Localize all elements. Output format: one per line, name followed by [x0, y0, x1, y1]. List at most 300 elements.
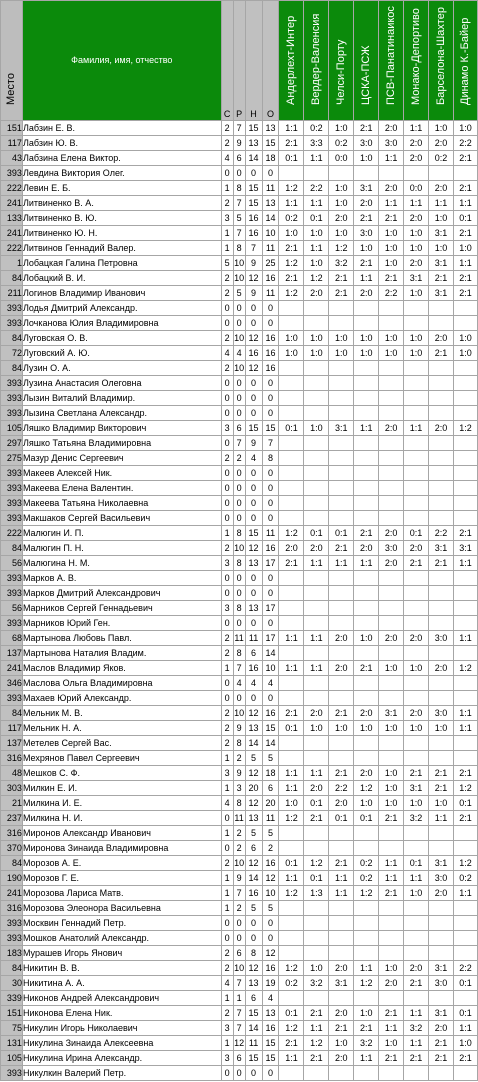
c-cell: 0 — [221, 391, 233, 406]
result-cell: 0:1 — [279, 421, 304, 436]
c-cell: 2 — [221, 721, 233, 736]
o-cell: 11 — [262, 241, 279, 256]
result-cell — [453, 931, 477, 946]
c-cell: 0 — [221, 166, 233, 181]
result-cell: 1:0 — [354, 796, 379, 811]
result-cell — [279, 1066, 304, 1081]
c-cell: 4 — [221, 151, 233, 166]
header-match: ПСВ-Панатинаикос — [379, 1, 404, 121]
result-cell — [379, 901, 404, 916]
table-row — [1, 1021, 478, 1036]
result-cell: 1:2 — [354, 976, 379, 991]
table-row — [1, 466, 478, 481]
result-cell — [279, 466, 304, 481]
c-cell: 0 — [221, 316, 233, 331]
p-cell: 0 — [233, 496, 245, 511]
result-cell — [379, 316, 404, 331]
result-cell: 2:1 — [354, 121, 379, 136]
n-cell: 12 — [245, 796, 262, 811]
result-cell: 1:0 — [304, 226, 329, 241]
n-cell: 11 — [245, 1036, 262, 1051]
result-cell — [404, 676, 429, 691]
result-cell: 1:0 — [329, 226, 354, 241]
result-cell: 1:2 — [329, 241, 354, 256]
name-cell: Милкина И. Е. — [22, 796, 221, 811]
result-cell: 2:0 — [329, 631, 354, 646]
result-cell — [404, 586, 429, 601]
name-cell: Мельник М. В. — [22, 706, 221, 721]
result-cell: 1:0 — [279, 331, 304, 346]
n-cell: 8 — [245, 946, 262, 961]
result-cell: 2:0 — [354, 766, 379, 781]
p-cell: 4 — [233, 346, 245, 361]
result-cell — [429, 301, 454, 316]
header-row — [1, 1, 478, 121]
result-cell: 2:0 — [404, 631, 429, 646]
c-cell: 1 — [221, 901, 233, 916]
p-cell: 0 — [233, 301, 245, 316]
result-cell: 2:0 — [429, 136, 454, 151]
p-cell: 9 — [233, 766, 245, 781]
table-row — [1, 526, 478, 541]
n-cell: 7 — [245, 241, 262, 256]
result-cell: 0:2 — [354, 856, 379, 871]
o-cell: 0 — [262, 376, 279, 391]
place-cell: 241 — [1, 226, 23, 241]
result-cell — [354, 736, 379, 751]
place-cell: 393 — [1, 616, 23, 631]
c-cell: 2 — [221, 271, 233, 286]
o-cell: 5 — [262, 751, 279, 766]
result-cell: 0:2 — [429, 151, 454, 166]
result-cell — [453, 616, 477, 631]
p-cell: 8 — [233, 556, 245, 571]
result-cell — [453, 451, 477, 466]
result-cell: 3:0 — [429, 631, 454, 646]
result-cell: 1:1 — [404, 1036, 429, 1051]
result-cell: 2:0 — [429, 331, 454, 346]
p-cell: 6 — [233, 946, 245, 961]
result-cell: 3:1 — [379, 706, 404, 721]
place-cell: 30 — [1, 976, 23, 991]
result-cell: 1:1 — [354, 1051, 379, 1066]
n-cell: 14 — [245, 151, 262, 166]
result-cell — [279, 451, 304, 466]
result-cell: 2:1 — [279, 241, 304, 256]
table-row — [1, 736, 478, 751]
p-cell: 8 — [233, 736, 245, 751]
result-cell — [379, 616, 404, 631]
p-cell: 6 — [233, 1051, 245, 1066]
place-cell: 393 — [1, 481, 23, 496]
name-cell: Миронов Александр Иванович — [22, 826, 221, 841]
name-cell: Морозов А. Е. — [22, 856, 221, 871]
result-cell — [329, 316, 354, 331]
header-match: Динамо К.-Байер — [453, 1, 477, 121]
result-cell — [279, 391, 304, 406]
result-cell: 3:1 — [429, 1006, 454, 1021]
result-cell: 3:1 — [429, 286, 454, 301]
place-cell: 151 — [1, 1006, 23, 1021]
result-cell: 1:1 — [453, 721, 477, 736]
table-row — [1, 616, 478, 631]
place-cell: 133 — [1, 211, 23, 226]
result-cell: 2:0 — [429, 181, 454, 196]
n-cell: 14 — [245, 736, 262, 751]
result-cell — [379, 376, 404, 391]
result-cell — [329, 916, 354, 931]
c-cell: 0 — [221, 586, 233, 601]
n-cell: 4 — [245, 451, 262, 466]
o-cell: 16 — [262, 346, 279, 361]
n-cell: 15 — [245, 1006, 262, 1021]
result-cell — [429, 481, 454, 496]
n-cell: 16 — [245, 211, 262, 226]
result-cell — [329, 511, 354, 526]
result-cell: 0:0 — [404, 181, 429, 196]
result-cell — [453, 676, 477, 691]
result-cell: 2:0 — [354, 706, 379, 721]
table-row — [1, 766, 478, 781]
table-row — [1, 346, 478, 361]
o-cell: 19 — [262, 976, 279, 991]
result-cell: 1:0 — [379, 226, 404, 241]
o-cell: 0 — [262, 616, 279, 631]
o-cell: 12 — [262, 871, 279, 886]
result-cell — [379, 571, 404, 586]
result-cell — [304, 616, 329, 631]
name-cell: Макшаков Сергей Васильевич — [22, 511, 221, 526]
o-cell: 15 — [262, 136, 279, 151]
p-cell: 8 — [233, 601, 245, 616]
o-cell: 16 — [262, 1021, 279, 1036]
n-cell: 11 — [245, 631, 262, 646]
place-cell: 241 — [1, 886, 23, 901]
result-cell: 1:0 — [354, 151, 379, 166]
result-cell: 1:0 — [453, 121, 477, 136]
c-cell: 0 — [221, 496, 233, 511]
result-cell — [329, 406, 354, 421]
result-cell: 2:0 — [429, 1021, 454, 1036]
result-cell — [304, 301, 329, 316]
p-cell: 0 — [233, 376, 245, 391]
result-cell — [379, 991, 404, 1006]
result-cell — [329, 496, 354, 511]
result-cell — [453, 301, 477, 316]
place-cell: 137 — [1, 646, 23, 661]
result-cell: 2:1 — [354, 526, 379, 541]
result-cell: 2:0 — [404, 706, 429, 721]
c-cell: 0 — [221, 301, 233, 316]
result-cell: 1:0 — [379, 331, 404, 346]
n-cell: 12 — [245, 856, 262, 871]
p-cell: 2 — [233, 901, 245, 916]
result-cell: 2:1 — [329, 856, 354, 871]
o-cell: 13 — [262, 121, 279, 136]
table-row — [1, 151, 478, 166]
n-cell: 13 — [245, 976, 262, 991]
result-cell — [379, 946, 404, 961]
place-cell: 48 — [1, 766, 23, 781]
result-cell — [304, 436, 329, 451]
result-cell: 1:1 — [304, 1021, 329, 1036]
result-cell — [304, 751, 329, 766]
result-cell: 1:0 — [304, 961, 329, 976]
o-cell: 0 — [262, 1066, 279, 1081]
result-cell — [453, 736, 477, 751]
place-cell: 137 — [1, 736, 23, 751]
result-cell: 1:2 — [354, 781, 379, 796]
result-cell: 2:0 — [404, 151, 429, 166]
name-cell: Лодья Дмитрий Александр. — [22, 301, 221, 316]
table-row — [1, 871, 478, 886]
result-cell: 1:0 — [304, 421, 329, 436]
o-cell: 0 — [262, 166, 279, 181]
result-cell: 2:1 — [279, 136, 304, 151]
result-cell — [404, 466, 429, 481]
result-cell — [304, 826, 329, 841]
result-cell: 2:1 — [379, 886, 404, 901]
result-cell: 1:0 — [453, 1036, 477, 1051]
result-cell — [354, 481, 379, 496]
result-cell — [404, 316, 429, 331]
table-row — [1, 991, 478, 1006]
result-cell: 2:2 — [429, 526, 454, 541]
c-cell: 0 — [221, 376, 233, 391]
result-cell: 1:0 — [429, 121, 454, 136]
result-cell: 1:0 — [404, 661, 429, 676]
result-cell: 3:1 — [429, 961, 454, 976]
name-cell: Малюгин П. Н. — [22, 541, 221, 556]
result-cell: 2:1 — [429, 781, 454, 796]
result-cell: 1:2 — [304, 1036, 329, 1051]
header-match: Барселона-Шахтер — [429, 1, 454, 121]
result-cell — [453, 826, 477, 841]
result-cell — [429, 736, 454, 751]
result-cell — [404, 601, 429, 616]
result-cell: 1:0 — [354, 1006, 379, 1021]
result-cell — [379, 391, 404, 406]
result-cell — [404, 451, 429, 466]
result-cell — [304, 601, 329, 616]
result-cell: 0:1 — [329, 811, 354, 826]
result-cell: 2:0 — [304, 541, 329, 556]
table-row — [1, 631, 478, 646]
result-cell: 2:0 — [329, 661, 354, 676]
p-cell: 10 — [233, 256, 245, 271]
c-cell: 0 — [221, 811, 233, 826]
result-cell: 0:2 — [279, 976, 304, 991]
n-cell: 0 — [245, 376, 262, 391]
result-cell — [453, 586, 477, 601]
result-cell: 1:2 — [279, 181, 304, 196]
result-cell — [279, 826, 304, 841]
result-cell — [279, 676, 304, 691]
result-cell: 2:0 — [329, 1051, 354, 1066]
place-cell: 183 — [1, 946, 23, 961]
name-cell: Левдина Виктория Олег. — [22, 166, 221, 181]
result-cell — [453, 316, 477, 331]
o-cell: 14 — [262, 211, 279, 226]
n-cell: 0 — [245, 466, 262, 481]
result-cell: 3:2 — [354, 1036, 379, 1051]
n-cell: 9 — [245, 286, 262, 301]
o-cell: 15 — [262, 1036, 279, 1051]
result-cell — [429, 451, 454, 466]
result-cell: 0:1 — [404, 526, 429, 541]
result-cell — [429, 586, 454, 601]
c-cell: 2 — [221, 541, 233, 556]
table-row — [1, 961, 478, 976]
result-cell: 1:1 — [279, 121, 304, 136]
c-cell: 3 — [221, 601, 233, 616]
result-cell: 0:1 — [279, 1006, 304, 1021]
result-cell: 2:0 — [329, 961, 354, 976]
result-cell: 1:2 — [279, 286, 304, 301]
result-cell: 0:1 — [304, 871, 329, 886]
result-cell: 0:1 — [304, 796, 329, 811]
p-cell: 8 — [233, 181, 245, 196]
result-cell: 2:1 — [453, 181, 477, 196]
result-cell — [354, 376, 379, 391]
table-row — [1, 436, 478, 451]
result-cell — [279, 376, 304, 391]
place-cell: 190 — [1, 871, 23, 886]
name-cell: Никонов Андрей Александрович — [22, 991, 221, 1006]
n-cell: 0 — [245, 586, 262, 601]
table-row — [1, 511, 478, 526]
p-cell: 10 — [233, 361, 245, 376]
name-cell: Лызин Виталий Владимир. — [22, 391, 221, 406]
result-cell: 2:1 — [379, 1006, 404, 1021]
place-cell: 393 — [1, 691, 23, 706]
result-cell — [279, 616, 304, 631]
result-cell — [429, 376, 454, 391]
result-cell — [354, 1066, 379, 1081]
result-cell — [404, 496, 429, 511]
n-cell: 0 — [245, 511, 262, 526]
n-cell: 15 — [245, 526, 262, 541]
c-cell: 3 — [221, 766, 233, 781]
result-cell — [279, 991, 304, 1006]
result-cell — [329, 901, 354, 916]
result-cell: 2:0 — [404, 211, 429, 226]
result-cell — [379, 586, 404, 601]
result-cell — [404, 946, 429, 961]
o-cell: 0 — [262, 691, 279, 706]
result-cell — [329, 376, 354, 391]
p-cell: 7 — [233, 886, 245, 901]
header-o: О — [262, 1, 279, 121]
result-cell: 3:1 — [429, 256, 454, 271]
c-cell: 1 — [221, 226, 233, 241]
place-cell: 393 — [1, 586, 23, 601]
result-cell: 1:0 — [404, 721, 429, 736]
result-cell: 2:0 — [404, 961, 429, 976]
result-cell — [404, 901, 429, 916]
result-cell — [429, 166, 454, 181]
result-cell — [429, 601, 454, 616]
name-cell: Луговская О. В. — [22, 331, 221, 346]
result-cell — [304, 691, 329, 706]
o-cell: 10 — [262, 886, 279, 901]
header-name: Фамилия, имя, отчество — [22, 1, 221, 121]
result-cell — [329, 931, 354, 946]
result-cell: 3:0 — [379, 136, 404, 151]
place-cell: 21 — [1, 796, 23, 811]
table-row — [1, 256, 478, 271]
n-cell: 0 — [245, 391, 262, 406]
o-cell: 0 — [262, 931, 279, 946]
n-cell: 16 — [245, 346, 262, 361]
table-row — [1, 796, 478, 811]
result-cell: 1:0 — [379, 796, 404, 811]
table-row — [1, 901, 478, 916]
result-cell — [279, 916, 304, 931]
name-cell: Лабзин Е. В. — [22, 121, 221, 136]
result-cell — [453, 361, 477, 376]
result-cell — [304, 736, 329, 751]
table-row — [1, 586, 478, 601]
result-cell: 1:0 — [404, 241, 429, 256]
result-cell — [329, 736, 354, 751]
name-cell: Марников Сергей Геннадьевич — [22, 601, 221, 616]
n-cell: 5 — [245, 826, 262, 841]
o-cell: 2 — [262, 841, 279, 856]
result-cell: 1:1 — [329, 886, 354, 901]
table-row — [1, 226, 478, 241]
c-cell: 3 — [221, 1051, 233, 1066]
o-cell: 0 — [262, 406, 279, 421]
place-cell: 56 — [1, 556, 23, 571]
result-cell: 1:1 — [379, 871, 404, 886]
result-cell: 2:1 — [429, 1036, 454, 1051]
result-cell — [453, 601, 477, 616]
n-cell: 6 — [245, 841, 262, 856]
result-cell — [404, 616, 429, 631]
result-cell: 1:0 — [304, 346, 329, 361]
table-row — [1, 391, 478, 406]
c-cell: 0 — [221, 916, 233, 931]
result-cell: 1:1 — [304, 766, 329, 781]
p-cell: 12 — [233, 1036, 245, 1051]
result-cell — [453, 511, 477, 526]
p-cell: 0 — [233, 1066, 245, 1081]
o-cell: 18 — [262, 151, 279, 166]
table-row — [1, 646, 478, 661]
result-cell: 3:1 — [404, 781, 429, 796]
p-cell: 7 — [233, 226, 245, 241]
result-cell: 0:2 — [304, 121, 329, 136]
o-cell: 16 — [262, 361, 279, 376]
result-cell: 0:1 — [354, 811, 379, 826]
result-cell — [429, 406, 454, 421]
result-cell: 2:0 — [429, 661, 454, 676]
c-cell: 2 — [221, 961, 233, 976]
result-cell: 3:1 — [329, 976, 354, 991]
result-cell — [279, 571, 304, 586]
o-cell: 0 — [262, 571, 279, 586]
result-cell: 3:2 — [329, 256, 354, 271]
o-cell: 16 — [262, 856, 279, 871]
result-cell: 2:1 — [304, 1006, 329, 1021]
result-cell: 2:1 — [429, 1051, 454, 1066]
result-cell: 1:0 — [304, 256, 329, 271]
c-cell: 1 — [221, 181, 233, 196]
result-cell — [379, 301, 404, 316]
result-cell — [354, 316, 379, 331]
result-cell — [354, 166, 379, 181]
